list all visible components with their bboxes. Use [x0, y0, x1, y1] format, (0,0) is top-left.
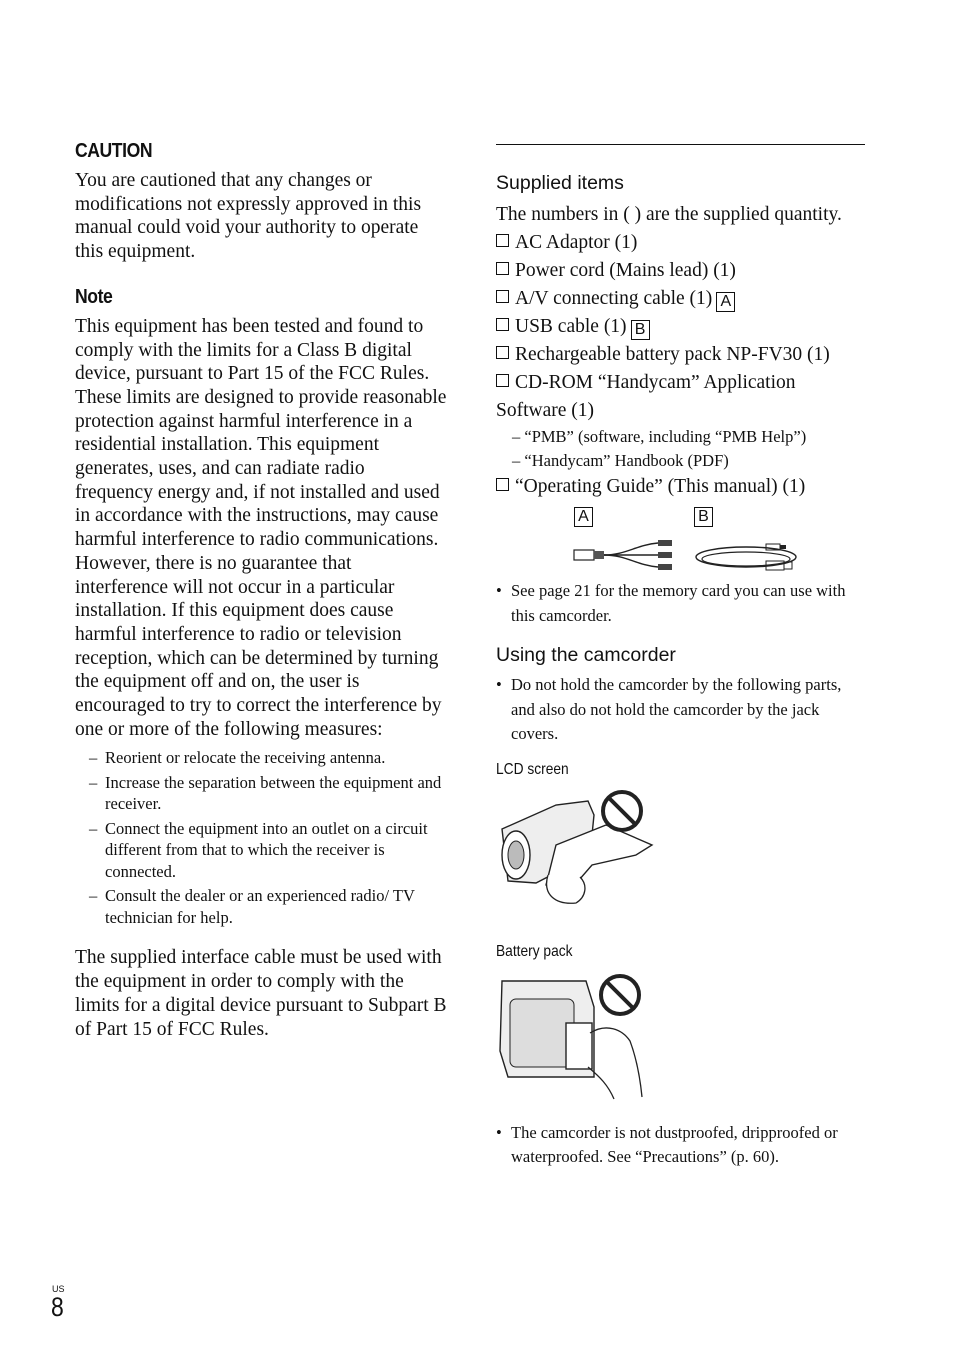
- checkbox-icon: [496, 346, 509, 359]
- caution-text: You are cautioned that any changes or modifications not expressly approved in this manual could void your authority to operate this equipment.: [75, 170, 422, 263]
- item-operating-guide: “Operating Guide” (This manual) (1): [496, 473, 866, 501]
- checkbox-icon: [496, 290, 509, 303]
- item-cdrom: CD-ROM “Handycam” Application Software (1): [496, 372, 796, 421]
- cdrom-contents: [496, 425, 866, 473]
- caution-heading: CAUTION: [75, 140, 153, 162]
- checkbox-icon: [496, 234, 509, 247]
- lcd-screen-illustration: [496, 785, 666, 925]
- supplied-items-heading: Supplied items: [496, 172, 624, 194]
- checkbox-icon: [496, 262, 509, 275]
- measure-item: – Consult the dealer or an experienced radio/ TV technician for help.: [89, 885, 447, 928]
- measure-item: – Increase the separation between the equipment and receiver.: [89, 772, 447, 815]
- tag-b: B: [631, 320, 650, 340]
- note-heading: Note: [75, 285, 113, 308]
- illustration-tag-b: B: [694, 507, 713, 527]
- item-battery: Rechargeable battery pack NP-FV30 (1): [496, 341, 866, 369]
- av-cable-illustration: [566, 535, 866, 583]
- measure-item: – Connect the equipment into an outlet on a circuit different from that to which the receiver is connected.: [89, 818, 447, 883]
- page-number: 8: [51, 1292, 64, 1322]
- dustproof-note: • The camcorder is not dustproofed, dripproofed or waterproofed. See “Precautions” (p. 60).: [496, 1122, 838, 1166]
- checkbox-icon: [496, 318, 509, 331]
- cable-illustrations: [496, 509, 866, 579]
- battery-pack-illustration: [496, 967, 666, 1107]
- left-column: [75, 140, 447, 1041]
- item-usb-cable: USB cable (1) B: [496, 313, 866, 341]
- holding-note: • Do not hold the camcorder by the following parts, and also do not hold the camcorder by the jack covers.: [496, 675, 842, 743]
- checkbox-icon: [496, 478, 509, 491]
- section-divider: [496, 144, 865, 145]
- supplied-intro: The numbers in ( ) are the supplied quantity.: [496, 204, 842, 225]
- measure-item: – Reorient or relocate the receiving antenna.: [89, 747, 447, 769]
- cdrom-content-item: – “PMB” (software, including “PMB Help”): [512, 427, 807, 446]
- measures-list: [75, 747, 447, 928]
- tag-a: A: [716, 292, 735, 312]
- cdrom-content-item: – “Handycam” Handbook (PDF): [512, 451, 729, 470]
- item-power-cord: Power cord (Mains lead) (1): [496, 257, 866, 285]
- note-text-1: This equipment has been tested and found to comply with the limits for a Class B digital device, pursuant to Part 15 of the FCC Rules.: [75, 315, 430, 385]
- region-label: US: [52, 1284, 65, 1294]
- memory-card-note: • See page 21 for the memory card you can use with this camcorder.: [496, 581, 846, 625]
- checkbox-icon: [496, 374, 509, 387]
- using-camcorder-heading: Using the camcorder: [496, 644, 676, 666]
- item-ac-adaptor: AC Adaptor (1): [496, 229, 866, 257]
- lcd-screen-label: LCD screen: [496, 760, 569, 778]
- note-text-2: These limits are designed to provide reasonable protection against harmful interference in a residential installation. This equipment generates, uses, and can radiate radio frequency energy and, if not installed and used in accordance with the instructions, may cause harmful interference to radio communications. However, there is no guarantee that interference will not occur in a particular installation. If this equipment does cause harmful interference to radio or television reception, which can be determined by turning the equipment off and on, the user is encouraged to try to correct the interference by one or more of the following measures:: [75, 386, 447, 740]
- right-column: [496, 144, 866, 1170]
- battery-pack-label: Battery pack: [496, 942, 573, 960]
- closing-text: The supplied interface cable must be used with the equipment in order to comply with the limits for a digital device pursuant to Subpart B of Part 15 of FCC Rules.: [75, 947, 447, 1040]
- item-av-cable: A/V connecting cable (1) A: [496, 285, 866, 313]
- illustration-tag-a: A: [574, 507, 593, 527]
